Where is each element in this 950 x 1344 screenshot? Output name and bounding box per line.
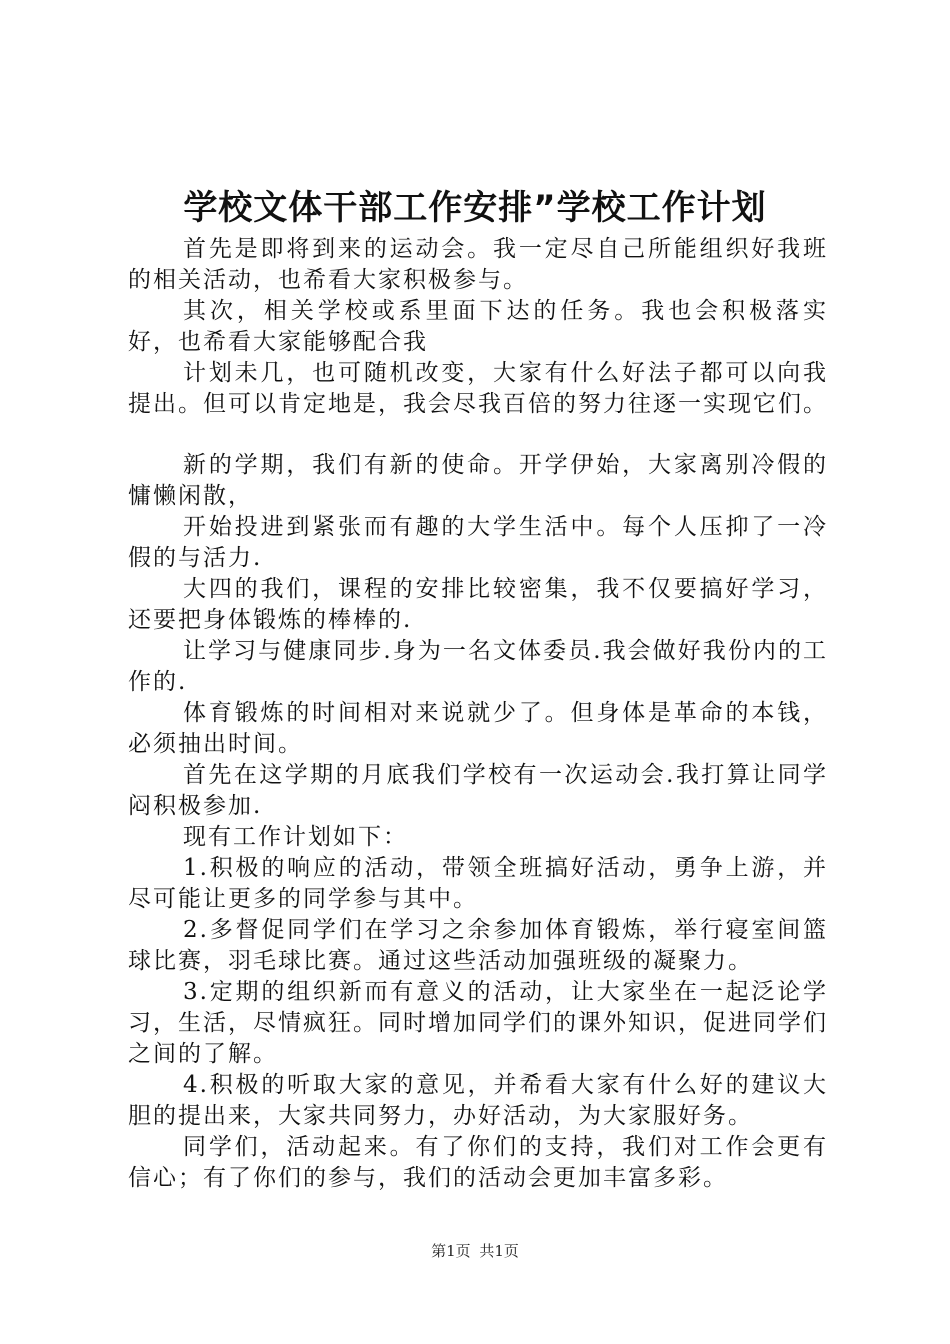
paragraph: 计划未几，也可随机改变，大家有什么好法子都可以向我提出。但可以肯定地是，我会尽我百倍的努力往逐一实现它们。 <box>128 360 828 417</box>
page-footer <box>0 1241 950 1261</box>
list-item: 3.定期的组织新而有意义的活动，让大家坐在一起泛论学习，生活，尽情疯狂。同时增加同学们的课外知识，促进同学们之间的了解。 <box>128 979 828 1067</box>
paragraph: 同学们，活动起来。有了你们的支持，我们对工作会更有信心；有了你们的参与，我们的活动会更加丰富多彩。 <box>128 1134 828 1191</box>
paragraph: 现有工作计划如下： <box>183 824 408 850</box>
page-total: 共1页 <box>479 1242 519 1260</box>
paragraph: 体育锻炼的时间相对来说就少了。但身体是革命的本钱，必须抽出时间。 <box>128 700 828 757</box>
list-item: 1.积极的响应的活动，带领全班搞好活动，勇争上游，并尽可能让更多的同学参与其中。 <box>128 855 828 912</box>
paragraph: 首先在这学期的月底我们学校有一次运动会.我打算让同学闷积极参加. <box>128 762 828 819</box>
list-item: 2.多督促同学们在学习之余参加体育锻炼，举行寝室间篮球比赛，羽毛球比赛。通过这些活动加强班级的凝聚力。 <box>128 917 828 974</box>
list-item: 4.积极的听取大家的意见，并希看大家有什么好的建议大胆的提出来，大家共同努力，办好活动，为大家服好务。 <box>128 1072 828 1129</box>
paragraph: 新的学期，我们有新的使命。开学伊始，大家离别冷假的慵懒闲散， <box>128 452 828 509</box>
paragraph: 开始投进到紧张而有趣的大学生活中。每个人压抑了一冷假的与活力. <box>128 514 828 571</box>
paragraph: 其次，相关学校或系里面下达的任务。我也会积极落实好，也希看大家能够配合我 <box>128 298 828 355</box>
paragraph-gap <box>128 420 828 450</box>
paragraph: 让学习与健康同步.身为一名文体委员.我会做好我份内的工作的. <box>128 638 828 695</box>
document-body <box>128 234 828 1194</box>
paragraph: 首先是即将到来的运动会。我一定尽自己所能组织好我班的相关活动，也希看大家积极参与。 <box>128 236 828 293</box>
document-title: 学校文体干部工作安排”学校工作计划 <box>183 188 767 228</box>
page-number: 第1页 <box>431 1242 471 1260</box>
paragraph: 大四的我们，课程的安排比较密集，我不仅要搞好学习，还要把身体锻炼的棒棒的. <box>128 576 828 633</box>
